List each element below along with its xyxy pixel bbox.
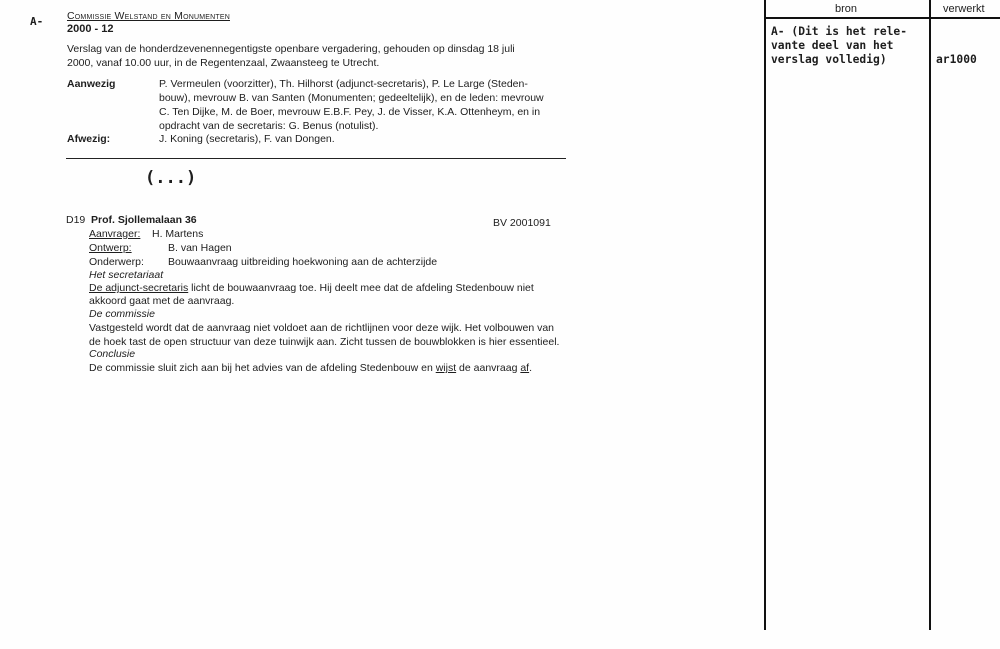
table-header-rule	[764, 17, 1000, 19]
meeting-number: 2000 - 12	[67, 23, 114, 35]
applicant-value: H. Martens	[152, 228, 204, 240]
present-label: Aanwezig	[67, 78, 116, 90]
present-line-4: opdracht van de secretaris: G. Benus (notulist).	[159, 120, 379, 132]
header-divider	[66, 158, 566, 159]
processed-code: ar1000	[936, 53, 977, 66]
table-middle-border	[929, 0, 931, 630]
conclusion-heading: Conclusie	[89, 348, 136, 360]
source-note-line-1: A- (Dit is het rele-	[771, 25, 908, 38]
omission-mark: (...)	[145, 168, 197, 188]
present-line-2: bouw), mevrouw B. van Santen (Monumenten; gedeeltelijk), en de leden: mevrouw	[159, 92, 544, 104]
commission-line-1: Vastgesteld wordt dat de aanvraag niet voldoet aan de richtlijnen voor deze wijk. Het volbouwen van	[89, 322, 555, 334]
subject-value: Bouwaanvraag uitbreiding hoekwoning aan de achterzijde	[168, 256, 438, 268]
conclusion-pre: De commissie sluit zich aan bij het advies van de afdeling Stedenbouw en	[89, 362, 436, 374]
intro-line-2: 2000, vanaf 10.00 uur, in de Regentenzaal, Zwaansteeg te Utrecht.	[67, 57, 380, 69]
absent-text: J. Koning (secretaris), F. van Dongen.	[159, 133, 335, 145]
item-title: Prof. Sjollemalaan 36	[91, 214, 197, 226]
column-header-processed: verwerkt	[943, 3, 985, 15]
table-left-border	[764, 0, 766, 630]
source-note-line-3: verslag volledig)	[771, 53, 887, 66]
column-header-source: bron	[835, 3, 858, 15]
commission-line-2: de hoek tast de open structuur van deze tuinwijk aan. Zicht tussen de bouwblokken is hier essentieel.	[89, 336, 560, 348]
applicant-label: Aanvrager:	[89, 228, 141, 240]
subject-label: Onderwerp:	[89, 256, 144, 268]
commission-name: Commissie Welstand en Monumenten	[67, 10, 230, 22]
conclusion-mid: de aanvraag	[456, 362, 521, 374]
source-note	[771, 25, 907, 67]
item-reference: BV 2001091	[493, 217, 551, 229]
conclusion-end: .	[529, 362, 533, 374]
design-label: Ontwerp:	[89, 242, 132, 254]
absent-label: Afwezig:	[67, 133, 111, 145]
present-line-1: P. Vermeulen (voorzitter), Th. Hilhorst (adjunct-secretaris), P. Le Large (Steden-	[159, 78, 528, 90]
item-code: D19	[66, 214, 86, 226]
intro-line-1: Verslag van de honderdzevenennegentigste openbare vergadering, gehouden op dinsdag 18 juli	[67, 43, 515, 55]
conclusion-line	[89, 362, 532, 375]
source-note-line-2: vante deel van het	[771, 39, 894, 52]
conclusion-word-af: af	[520, 362, 530, 374]
design-value: B. van Hagen	[168, 242, 232, 254]
conclusion-word-wijst: wijst	[435, 362, 457, 374]
secretariat-rest: licht de bouwaanvraag toe. Hij deelt mee dat de afdeling Stedenbouw niet	[188, 282, 534, 294]
secretariat-line-2: akkoord gaat met de aanvraag.	[89, 295, 235, 307]
secretariat-line-1	[89, 282, 534, 295]
secretariat-heading: Het secretariaat	[89, 269, 164, 281]
secretariat-subject: De adjunct-secretaris	[89, 282, 189, 294]
margin-mark: A-	[30, 15, 44, 28]
commission-heading: De commissie	[89, 308, 155, 320]
present-line-3: C. Ten Dijke, M. de Boer, mevrouw E.B.F. Pey, J. de Visser, K.A. Ottenheym, en in	[159, 106, 541, 118]
